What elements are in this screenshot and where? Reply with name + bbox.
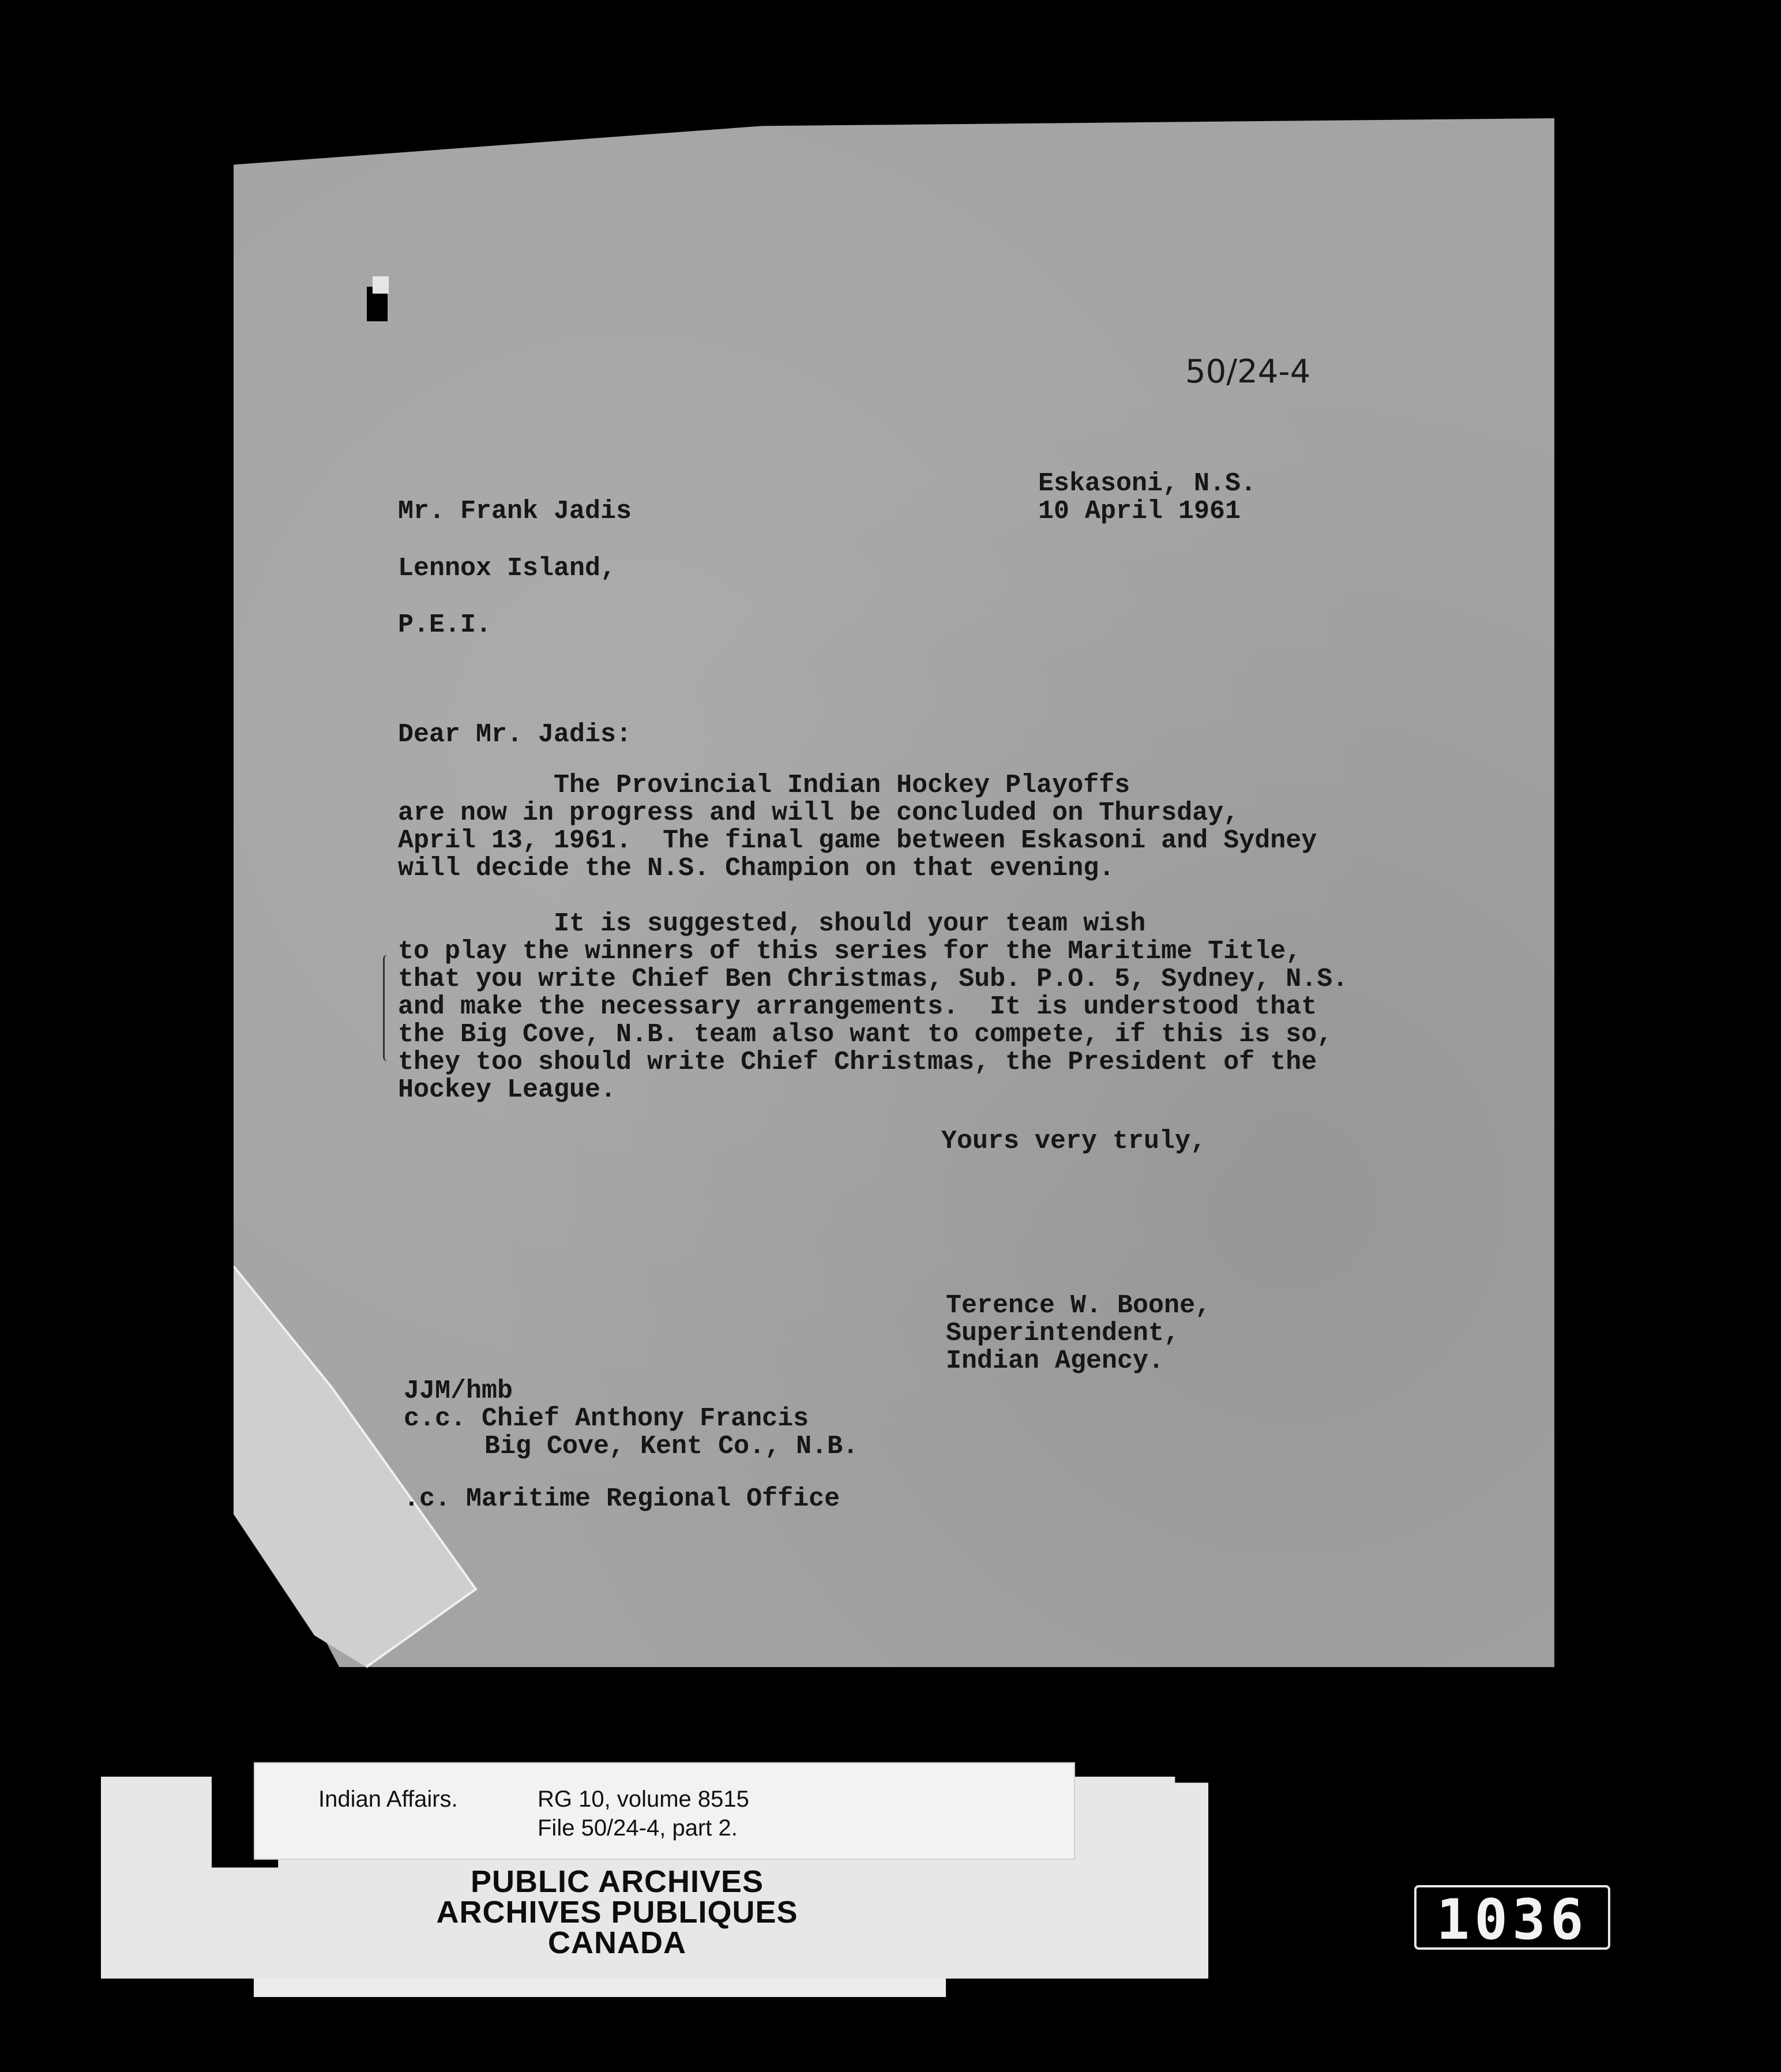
letter-date: 10 April 1961 (1038, 497, 1241, 526)
file-reference: 50/24-4 (1185, 353, 1311, 391)
signatory-name: Terence W. Boone, (946, 1291, 1211, 1320)
recipient-address-line-2: P.E.I. (398, 610, 492, 640)
paragraph-2-line: It is suggested, should your team wish (398, 909, 1146, 939)
cc-line-3: .c. Maritime Regional Office (404, 1484, 840, 1514)
paragraph-2 (398, 910, 1348, 1104)
recipient-name: Mr. Frank Jadis (398, 497, 632, 526)
archive-reference-card (254, 1762, 1075, 1860)
paragraph-2-line: and make the necessary arrangements. It is understood that (398, 992, 1317, 1022)
archive-label-strip (254, 1979, 946, 1997)
closing: Yours very truly, (941, 1127, 1207, 1156)
archive-stamp-line-2: ARCHIVES PUBLIQUES (436, 1895, 798, 1930)
typist-initials: JJM/hmb (404, 1376, 513, 1406)
recipient-address-line-1: Lennox Island, (398, 554, 617, 583)
paragraph-1-line: are now in progress and will be concluded on Thursday, (398, 798, 1239, 828)
binder-clip-icon (362, 274, 394, 329)
paragraph-1 (398, 772, 1317, 883)
folded-corner (234, 1266, 482, 1670)
cc-line-1: c.c. Chief Anthony Francis (404, 1404, 809, 1433)
paragraph-1-line: The Provincial Indian Hockey Playoffs (398, 771, 1130, 800)
paragraph-2-line: Hockey League. (398, 1075, 617, 1105)
archive-volume: RG 10, volume 8515 (538, 1786, 749, 1812)
salutation: Dear Mr. Jadis: (398, 720, 632, 749)
cc-line-2: Big Cove, Kent Co., N.B. (484, 1432, 859, 1461)
paragraph-2-line: that you write Chief Ben Christmas, Sub. P.O. 5, Sydney, N.S. (398, 964, 1348, 994)
frame-number: 1036 (1414, 1885, 1610, 1950)
paragraph-1-line: April 13, 1961. The final game between Eskasoni and Sydney (398, 826, 1317, 855)
signatory-title-1: Superintendent, (946, 1319, 1180, 1348)
paragraph-1-line: will decide the N.S. Champion on that evening. (398, 854, 1115, 883)
paragraph-2-line: the Big Cove, N.B. team also want to compete, if this is so, (398, 1020, 1333, 1049)
margin-bracket-mark (383, 955, 392, 1061)
signatory-title-2: Indian Agency. (946, 1346, 1164, 1376)
paragraph-2-line: they too should write Chief Christmas, the President of the (398, 1048, 1317, 1077)
archive-stamp-line-3: CANADA (548, 1925, 686, 1960)
letter-place: Eskasoni, N.S. (1038, 469, 1257, 498)
archive-stamp-line-1: PUBLIC ARCHIVES (470, 1864, 764, 1899)
paragraph-2-line: to play the winners of this series for the Maritime Title, (398, 937, 1302, 966)
archive-fonds: Indian Affairs. (318, 1786, 458, 1812)
archive-file: File 50/24-4, part 2. (538, 1815, 738, 1841)
